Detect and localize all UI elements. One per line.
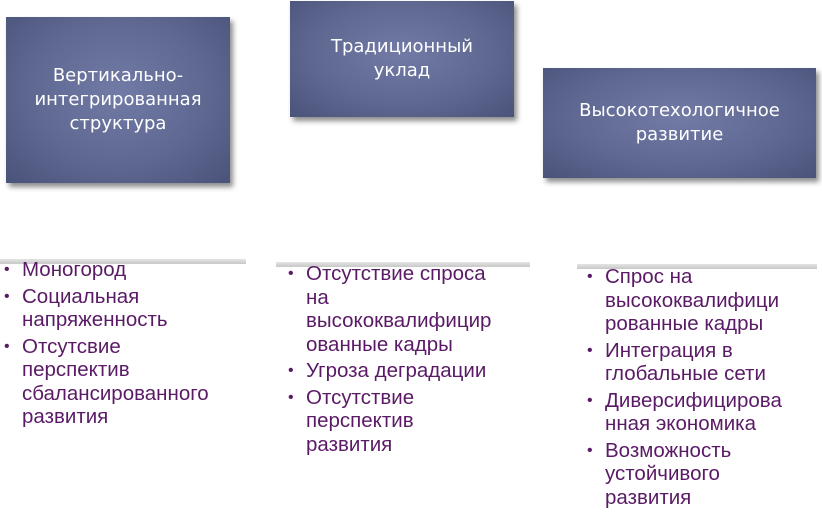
box-line: развитие <box>635 124 724 145</box>
column-3-list <box>583 265 821 512</box>
line: Угроза деградации <box>306 359 487 382</box>
line: ованные кадры <box>306 332 453 356</box>
list-item <box>583 439 821 510</box>
line: нная экономика <box>605 412 756 435</box>
box-high-tech-development <box>543 68 816 178</box>
list-item <box>284 262 544 356</box>
line: Спрос на <box>605 265 693 288</box>
box-line: Вертикально- <box>52 65 184 86</box>
line: устойчивого <box>605 462 720 485</box>
list-item <box>0 258 250 282</box>
box-line: Традиционный <box>330 36 473 57</box>
line: рованные кадры <box>605 312 764 335</box>
box-line: уклад <box>373 60 431 81</box>
list-item <box>583 339 821 386</box>
list-item <box>0 335 250 429</box>
box-line: Высокотехологичное <box>579 100 780 121</box>
line: Возможность <box>605 438 732 462</box>
box-line: интегрированная <box>34 89 202 110</box>
line: развития <box>306 432 393 456</box>
line: Интеграция в <box>605 338 733 362</box>
line: напряженность <box>22 308 168 331</box>
list-item <box>583 389 821 436</box>
list-item <box>583 265 821 336</box>
line: Отсутствие спроса <box>306 262 486 285</box>
box-line: структура <box>69 113 167 134</box>
box-traditional-structure <box>290 1 514 117</box>
list-item <box>0 285 250 332</box>
line: Социальная <box>22 284 140 308</box>
line: развития <box>22 405 109 428</box>
line: развития <box>605 485 692 509</box>
line: перспектив <box>22 358 130 381</box>
line: сбалансированного <box>22 381 209 405</box>
line: Моногород <box>22 258 127 281</box>
line: глобальные сети <box>605 362 766 385</box>
line: Отсутсвие <box>22 334 121 358</box>
line: Диверсифицирова <box>605 388 782 412</box>
box-vertical-integrated-structure <box>6 17 230 183</box>
line: высококвалифицир <box>306 309 492 332</box>
line: высококвалифици <box>605 288 780 312</box>
column-1-list <box>0 258 250 432</box>
line: Отсутствие <box>306 385 415 409</box>
column-2-list <box>284 262 544 459</box>
list-item <box>284 386 544 457</box>
list-item <box>284 359 544 383</box>
line: перспектив <box>306 409 414 432</box>
line: на <box>306 285 329 309</box>
